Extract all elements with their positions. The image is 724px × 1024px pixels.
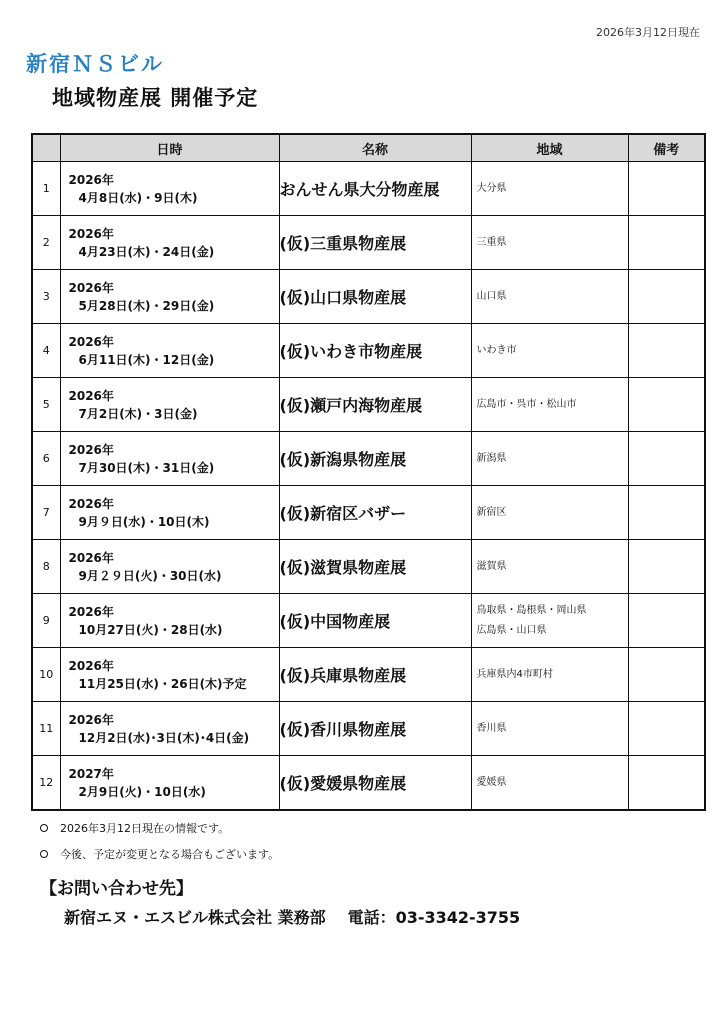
event-region-cell bbox=[471, 486, 628, 540]
event-name: (仮)愛媛県物産展 bbox=[279, 756, 471, 811]
row-number: 10 bbox=[32, 648, 60, 702]
event-remarks bbox=[628, 540, 705, 594]
row-number: 5 bbox=[32, 378, 60, 432]
event-year: 2026年 bbox=[68, 604, 114, 619]
event-year: 2026年 bbox=[68, 442, 114, 457]
event-region: 大分県 bbox=[476, 182, 507, 194]
event-remarks bbox=[628, 216, 705, 270]
event-region: 愛媛県 bbox=[476, 776, 507, 788]
table-row bbox=[32, 324, 705, 378]
event-schedule-table bbox=[31, 133, 706, 811]
event-year: 2026年 bbox=[68, 226, 114, 241]
row-number: 8 bbox=[32, 540, 60, 594]
row-number: 12 bbox=[32, 756, 60, 811]
event-year: 2026年 bbox=[68, 172, 114, 187]
as-of-date: 2026年3月12日現在 bbox=[596, 26, 700, 39]
header-no bbox=[32, 134, 60, 162]
event-date-cell bbox=[60, 486, 279, 540]
event-date-cell bbox=[60, 324, 279, 378]
event-days: 2月9日(火)・10日(水) bbox=[78, 784, 206, 799]
table-row bbox=[32, 756, 705, 811]
event-name: おんせん県大分物産展 bbox=[279, 162, 471, 216]
header-name: 名称 bbox=[279, 134, 471, 162]
event-remarks bbox=[628, 324, 705, 378]
table-row bbox=[32, 540, 705, 594]
event-year: 2026年 bbox=[68, 658, 114, 673]
event-days: 9月２９日(火)・30日(水) bbox=[78, 568, 222, 583]
event-region: 鳥取県・島根県・岡山県 bbox=[476, 604, 587, 616]
event-days: 12月2日(水)･3日(木)･4日(金) bbox=[78, 730, 250, 745]
event-date-cell bbox=[60, 216, 279, 270]
table-row bbox=[32, 432, 705, 486]
event-remarks bbox=[628, 378, 705, 432]
event-remarks bbox=[628, 594, 705, 648]
table-row bbox=[32, 162, 705, 216]
table-row bbox=[32, 378, 705, 432]
row-number: 9 bbox=[32, 594, 60, 648]
event-region-cell bbox=[471, 378, 628, 432]
event-year: 2026年 bbox=[68, 388, 114, 403]
table-row bbox=[32, 486, 705, 540]
notes bbox=[40, 815, 279, 867]
event-region: 三重県 bbox=[476, 236, 507, 248]
note-text: 2026年3月12日現在の情報です。 bbox=[60, 822, 230, 835]
company-department: 新宿エヌ・エスビル株式会社 業務部 bbox=[64, 908, 326, 927]
event-remarks bbox=[628, 162, 705, 216]
event-date-cell bbox=[60, 432, 279, 486]
event-region: 香川県 bbox=[476, 722, 507, 734]
table-row bbox=[32, 702, 705, 756]
event-region: 新宿区 bbox=[476, 506, 507, 518]
note-item bbox=[40, 841, 279, 867]
event-days: 7月2日(木)・3日(金) bbox=[78, 406, 198, 421]
event-region-cell bbox=[471, 162, 628, 216]
event-name: (仮)新潟県物産展 bbox=[279, 432, 471, 486]
event-remarks bbox=[628, 270, 705, 324]
row-number: 11 bbox=[32, 702, 60, 756]
note-text: 今後、予定が変更となる場合もございます。 bbox=[60, 848, 280, 861]
event-name: (仮)いわき市物産展 bbox=[279, 324, 471, 378]
event-year: 2026年 bbox=[68, 496, 114, 511]
event-region-cell bbox=[471, 594, 628, 648]
event-date-cell bbox=[60, 648, 279, 702]
circle-bullet-icon bbox=[40, 824, 48, 832]
event-remarks bbox=[628, 648, 705, 702]
event-region: 兵庫県内4市町村 bbox=[476, 668, 553, 680]
header-region: 地域 bbox=[471, 134, 628, 162]
event-region: 広島県・山口県 bbox=[476, 624, 547, 636]
event-days: 4月23日(木)・24日(金) bbox=[78, 244, 215, 259]
event-region-cell bbox=[471, 648, 628, 702]
building-name: 新宿ＮＳビル bbox=[26, 52, 164, 76]
event-date-cell bbox=[60, 594, 279, 648]
contact-info bbox=[64, 905, 520, 928]
event-name: (仮)瀬戸内海物産展 bbox=[279, 378, 471, 432]
event-region-cell bbox=[471, 702, 628, 756]
header-date: 日時 bbox=[60, 134, 279, 162]
event-year: 2026年 bbox=[68, 280, 114, 295]
row-number: 7 bbox=[32, 486, 60, 540]
event-region: 山口県 bbox=[476, 290, 507, 302]
phone-number: 電話：03-3342-3755 bbox=[347, 908, 521, 927]
event-date-cell bbox=[60, 756, 279, 811]
event-year: 2026年 bbox=[68, 712, 114, 727]
event-region: いわき市 bbox=[476, 344, 517, 356]
table-row bbox=[32, 594, 705, 648]
event-days: 7月30日(木)・31日(金) bbox=[78, 460, 215, 475]
event-region-cell bbox=[471, 756, 628, 811]
event-date-cell bbox=[60, 270, 279, 324]
event-name: (仮)新宿区バザー bbox=[279, 486, 471, 540]
row-number: 3 bbox=[32, 270, 60, 324]
table-row bbox=[32, 270, 705, 324]
event-date-cell bbox=[60, 540, 279, 594]
header-remarks: 備考 bbox=[628, 134, 705, 162]
event-year: 2026年 bbox=[68, 550, 114, 565]
table-row bbox=[32, 648, 705, 702]
event-region-cell bbox=[471, 540, 628, 594]
row-number: 2 bbox=[32, 216, 60, 270]
event-year: 2026年 bbox=[68, 334, 114, 349]
event-remarks bbox=[628, 432, 705, 486]
table-header-row bbox=[32, 134, 705, 162]
circle-bullet-icon bbox=[40, 850, 48, 858]
event-year: 2027年 bbox=[68, 766, 114, 781]
event-region-cell bbox=[471, 432, 628, 486]
note-item bbox=[40, 815, 279, 841]
event-days: 6月11日(木)・12日(金) bbox=[78, 352, 215, 367]
row-number: 4 bbox=[32, 324, 60, 378]
event-region-cell bbox=[471, 216, 628, 270]
event-remarks bbox=[628, 756, 705, 811]
event-region: 新潟県 bbox=[476, 452, 507, 464]
row-number: 1 bbox=[32, 162, 60, 216]
event-date-cell bbox=[60, 702, 279, 756]
event-date-cell bbox=[60, 162, 279, 216]
table-row bbox=[32, 216, 705, 270]
event-region: 広島市・呉市・松山市 bbox=[476, 398, 577, 410]
contact-heading: 【お問い合わせ先】 bbox=[40, 879, 193, 899]
event-days: 9月９日(水)・10日(木) bbox=[78, 514, 210, 529]
event-name: (仮)滋賀県物産展 bbox=[279, 540, 471, 594]
event-days: 10月27日(火)・28日(水) bbox=[78, 622, 223, 637]
event-region: 滋賀県 bbox=[476, 560, 507, 572]
event-region-cell bbox=[471, 324, 628, 378]
event-name: (仮)中国物産展 bbox=[279, 594, 471, 648]
event-name: (仮)兵庫県物産展 bbox=[279, 648, 471, 702]
event-days: 5月28日(木)・29日(金) bbox=[78, 298, 215, 313]
event-remarks bbox=[628, 486, 705, 540]
event-date-cell bbox=[60, 378, 279, 432]
page-title: 地域物産展 開催予定 bbox=[52, 86, 259, 110]
event-name: (仮)三重県物産展 bbox=[279, 216, 471, 270]
event-name: (仮)山口県物産展 bbox=[279, 270, 471, 324]
event-remarks bbox=[628, 702, 705, 756]
event-days: 4月8日(水)・9日(木) bbox=[78, 190, 198, 205]
event-days: 11月25日(水)・26日(木)予定 bbox=[78, 676, 247, 691]
event-region-cell bbox=[471, 270, 628, 324]
row-number: 6 bbox=[32, 432, 60, 486]
event-name: (仮)香川県物産展 bbox=[279, 702, 471, 756]
